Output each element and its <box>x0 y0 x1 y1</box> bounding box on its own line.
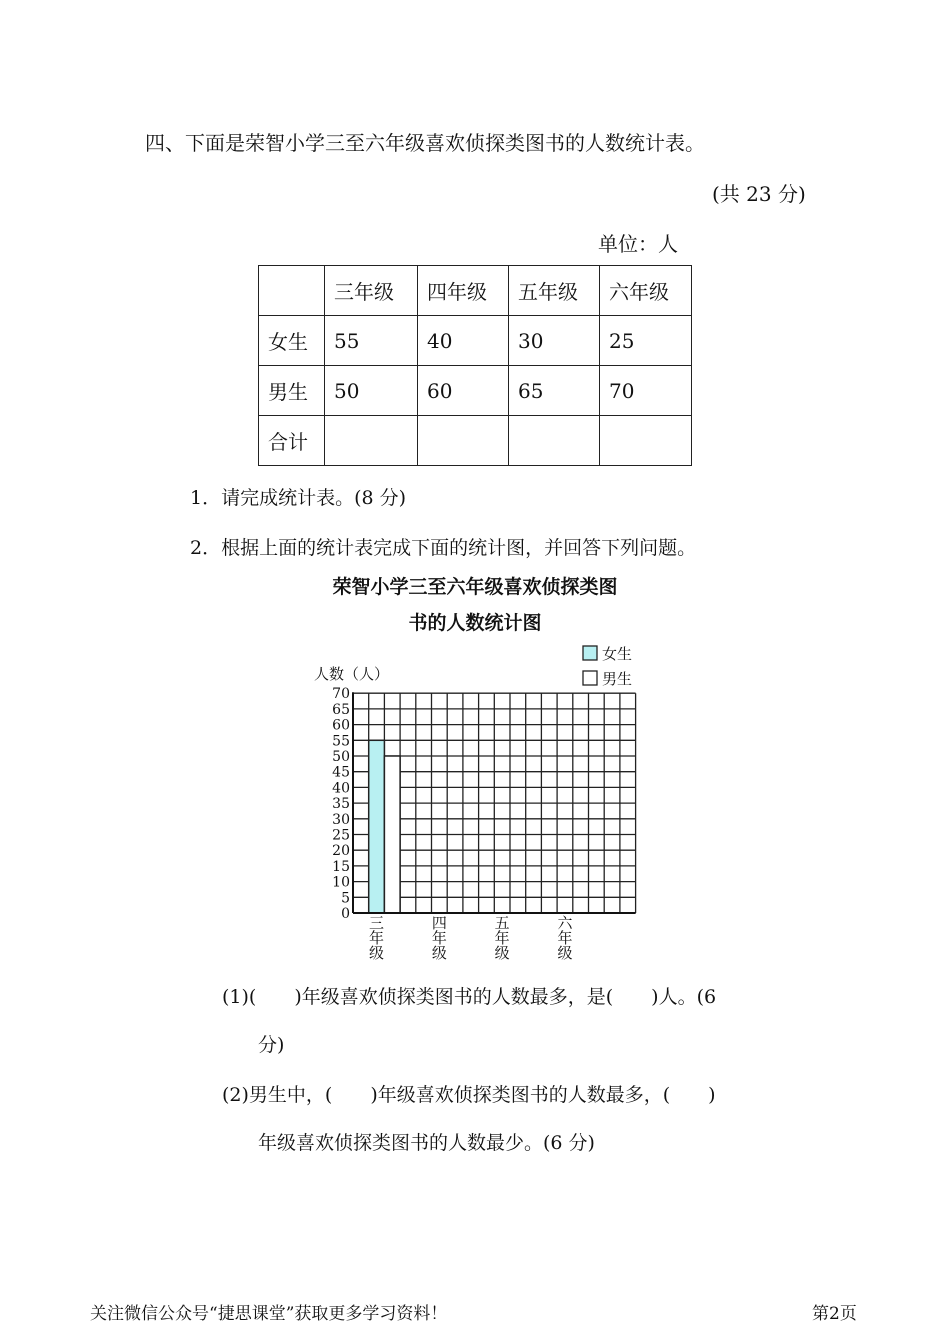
table-cell: 40 <box>418 316 509 366</box>
category-label: 年 <box>494 929 510 947</box>
unit-label: 单位：人 <box>598 232 678 256</box>
category-label: 年 <box>431 929 447 947</box>
section-heading: 四、下面是荣智小学三至六年级喜欢侦探类图书的人数统计表。 <box>145 131 705 155</box>
y-tick-label: 0 <box>341 906 350 922</box>
y-tick-label: 5 <box>341 890 350 907</box>
category-label: 三 <box>369 914 385 932</box>
category-label: 年 <box>369 929 385 947</box>
category-label: 级 <box>369 944 385 962</box>
sub-question-1-line1: (1)( )年级喜欢侦探类图书的人数最多，是( )人。(6 <box>222 986 717 1008</box>
category-label: 六 <box>557 914 573 932</box>
y-tick-label: 10 <box>332 874 350 891</box>
legend-swatch <box>583 646 597 660</box>
section-score: (共 23 分) <box>712 182 806 206</box>
table-header-cell: 三年级 <box>325 266 418 316</box>
table-cell: 25 <box>600 316 692 366</box>
y-tick-label: 30 <box>332 811 350 828</box>
y-tick-label: 50 <box>332 749 350 765</box>
y-tick-label: 65 <box>332 701 350 718</box>
y-tick-label: 70 <box>332 686 350 703</box>
chart-title-line2: 书的人数统计图 <box>408 612 542 634</box>
chart-title-line1: 荣智小学三至六年级喜欢侦探类图 <box>332 576 618 598</box>
category-label: 级 <box>557 944 573 962</box>
table-header-cell: 六年级 <box>600 266 692 316</box>
sub-question-1-line2: 分) <box>258 1034 285 1056</box>
question-2: 2．根据上面的统计表完成下面的统计图，并回答下列问题。 <box>190 537 697 559</box>
table-cell: 55 <box>325 316 418 366</box>
table-header-cell: 五年级 <box>509 266 600 316</box>
category-label: 四 <box>431 914 447 932</box>
category-label: 级 <box>431 944 447 962</box>
legend-swatch <box>583 671 597 685</box>
y-tick-label: 45 <box>332 764 350 781</box>
y-tick-label: 20 <box>332 843 350 860</box>
y-tick-label: 40 <box>332 780 350 797</box>
y-tick-label: 25 <box>332 827 350 844</box>
y-tick-label: 55 <box>332 733 350 750</box>
table-cell: 合计 <box>259 416 325 466</box>
legend-label: 女生 <box>602 645 633 663</box>
y-tick-label: 35 <box>332 796 350 813</box>
table-cell: 50 <box>325 366 418 416</box>
sub-question-2-line2: 年级喜欢侦探类图书的人数最少。(6 分) <box>258 1132 595 1154</box>
category-label: 年 <box>557 929 573 947</box>
category-label: 级 <box>494 944 510 962</box>
legend-label: 男生 <box>602 670 633 688</box>
y-tick-label: 60 <box>332 717 350 734</box>
bar-男生 <box>384 756 400 913</box>
y-tick-label: 15 <box>332 858 350 875</box>
question-1: 1．请完成统计表。(8 分) <box>190 487 407 509</box>
table-cell: 60 <box>418 366 509 416</box>
sub-question-2-line1: (2)男生中，( )年级喜欢侦探类图书的人数最多，( ) <box>222 1084 716 1106</box>
bar-女生 <box>369 740 385 913</box>
table-cell: 男生 <box>259 366 325 416</box>
table-cell: 70 <box>600 366 692 416</box>
table-cell: 女生 <box>259 316 325 366</box>
y-axis-label: 人数（人） <box>314 665 390 683</box>
page-number: 第2页 <box>812 1304 857 1324</box>
table-header-cell: 四年级 <box>418 266 509 316</box>
category-label: 五 <box>494 914 510 932</box>
footer-note: 关注微信公众号“捷思课堂”获取更多学习资料！ <box>90 1304 448 1324</box>
table-cell: 65 <box>509 366 600 416</box>
table-cell: 30 <box>509 316 600 366</box>
